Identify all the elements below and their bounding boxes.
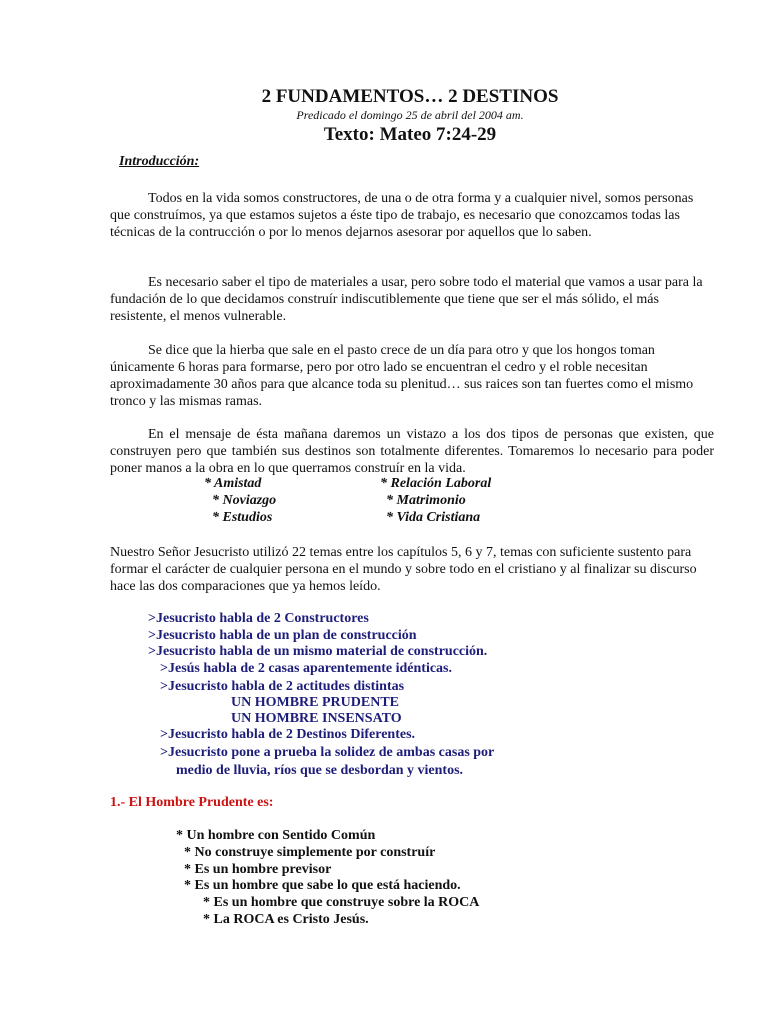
- point-item: UN HOMBRE INSENSATO: [231, 711, 402, 726]
- section-1-heading: 1.- El Hombre Prudente es:: [110, 795, 274, 810]
- point-item: >Jesucristo habla de 2 Constructores: [148, 611, 369, 626]
- document-title: 2 FUNDAMENTOS… 2 DESTINOS: [261, 86, 559, 107]
- relation-item: * Vida Cristiana: [386, 510, 481, 525]
- paragraph-5: Nuestro Señor Jesucristo utilizó 22 temas entre los capítulos 5, 6 y 7, temas con suficiente sustento para formar el carácter de cualquier persona en el mundo y sobre todo en el cristiano y al finalizar su discurso hace las dos comparaciones que ya hemos leído.: [110, 545, 697, 594]
- relation-item: * Noviazgo: [212, 493, 277, 508]
- paragraph-3: Se dice que la hierba que sale en el pasto crece de un día para otro y que los hongos toman únicamente 6 horas para formarse, pero por otro lado se encuentran el cedro y el roble necesitan aproximadamente 30 años para que alcance toda su plenitud… sus raices son tan fuertes como el mismo tronco y las mismas ramas.: [110, 343, 694, 409]
- scripture-reference: Texto: Mateo 7:24-29: [323, 124, 497, 145]
- paragraph-4: En el mensaje de ésta mañana daremos un vistazo a los dos tipos de personas que existen, que construyen pero que también sus destinos son totalmente diferentes. Tomaremos lo necesario para poder poner manos a la obra en lo que querramos construír en la vida.: [110, 427, 714, 476]
- relation-item: * Matrimonio: [386, 493, 466, 508]
- section-1-item: * Es un hombre previsor: [184, 862, 332, 877]
- point-item: >Jesús habla de 2 casas aparentemente idénticas.: [160, 661, 452, 676]
- section-1-item: * La ROCA es Cristo Jesús.: [203, 912, 369, 927]
- paragraph-2: Es necesario saber el tipo de materiales a usar, pero sobre todo el material que vamos a usar para la fundación de lo que decidamos construír indiscutiblemente que tiene que ser el más sólido, el más resistente, el menos vulnerable.: [110, 275, 703, 324]
- point-item: >Jesucristo habla de 2 Destinos Diferentes.: [160, 727, 416, 742]
- point-item: >Jesucristo habla de 2 actitudes distintas: [160, 679, 405, 694]
- paragraph-1: Todos en la vida somos constructores, de una o de otra forma y a cualquier nivel, somos personas que construímos, ya que estamos sujetos a éste tipo de trabajo, es necesario que conozcamos todas las técnicas de la contrucción o por lo menos dejarnos asesorar por aquellos que lo saben.: [110, 191, 694, 240]
- point-item: medio de lluvia, ríos que se desbordan y vientos.: [176, 763, 464, 778]
- relation-item: * Relación Laboral: [380, 476, 492, 491]
- section-1-item: * Un hombre con Sentido Común: [176, 828, 376, 843]
- relation-item: * Amistad: [204, 476, 262, 491]
- relation-item: * Estudios: [212, 510, 273, 525]
- section-1-item: * No construye simplemente por construír: [184, 845, 436, 860]
- sermon-date: Predicado el domingo 25 de abril del 2004 am.: [296, 108, 524, 122]
- intro-heading: Introducción:: [119, 154, 200, 169]
- section-1-item: * Es un hombre que construye sobre la ROCA: [203, 895, 480, 910]
- point-item: >Jesucristo habla de un plan de construcción: [148, 628, 417, 643]
- point-item: >Jesucristo pone a prueba la solidez de ambas casas por: [160, 745, 495, 760]
- point-item: >Jesucristo habla de un mismo material de construcción.: [148, 644, 488, 659]
- section-1-item: * Es un hombre que sabe lo que está haciendo.: [184, 878, 461, 893]
- point-item: UN HOMBRE PRUDENTE: [231, 695, 400, 710]
